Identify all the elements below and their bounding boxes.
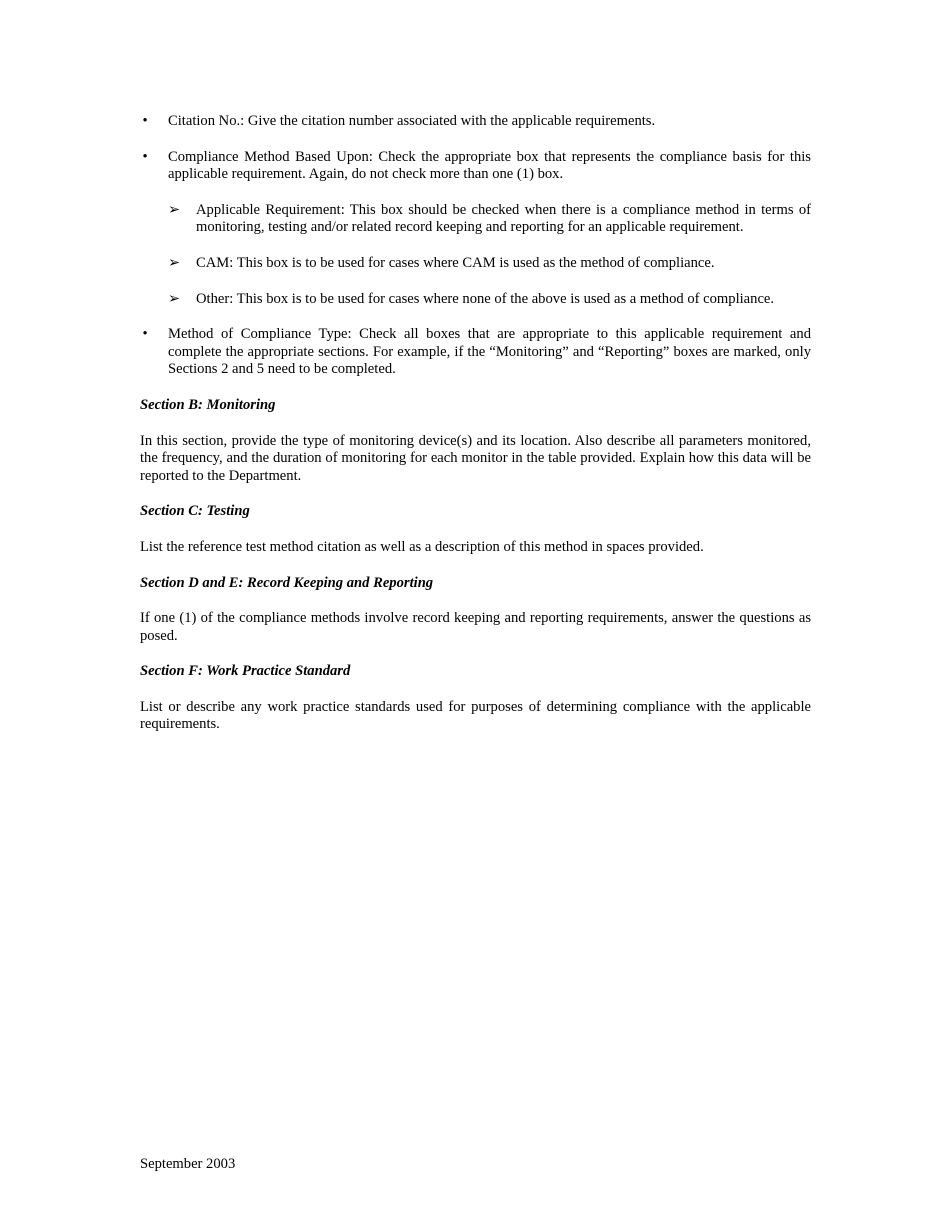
sub-list (140, 202, 811, 308)
bullet-icon: • (142, 326, 148, 343)
list-item (140, 149, 811, 184)
section-heading-testing: Section C: Testing (140, 503, 250, 520)
section-heading-work-practice: Section F: Work Practice Standard (140, 663, 351, 680)
arrow-bullet-icon: ➢ (168, 254, 181, 271)
sub-bullet-cam: CAM: This box is to be used for cases where CAM is used as the method of compliance. (196, 254, 715, 271)
bullet-icon: • (142, 113, 148, 129)
section-body-monitoring: In this section, provide the type of monitoring device(s) and its location. Also describe all parameters monitored, the frequency, and the duration of monitoring for each monitor in the table provided. Explain how this data will be reported to the Department. (140, 432, 811, 484)
bullet-text-citation: Citation No.: Give the citation number associated with the applicable requirements. (168, 113, 656, 129)
arrow-bullet-icon: ➢ (168, 290, 181, 307)
bullet-text-method-type: Method of Compliance Type: Check all boxes that are appropriate to this applicable requirement and complete the appropriate sections. For example, if the “Monitoring” and “Reporting” boxes are marked, only Sections 2 and 5 need to be completed. (168, 326, 811, 378)
list-item (140, 326, 811, 379)
section-heading-record-keeping: Section D and E: Record Keeping and Reporting (140, 574, 434, 591)
list-item (140, 113, 811, 131)
sub-bullet-other: Other: This box is to be used for cases where none of the above is used as a method of compliance. (196, 290, 775, 307)
sub-bullet-applicable-requirement: Applicable Requirement: This box should be checked when there is a compliance method in terms of monitoring, testing and/or related record keeping and reporting for an applicable requirement. (196, 201, 811, 236)
bullet-text-compliance-method: Compliance Method Based Upon: Check the appropriate box that represents the compliance basis for this applicable requirement. Again, do not check more than one (1) box. (168, 148, 811, 183)
sub-list-item (140, 202, 811, 237)
sub-list-item (140, 255, 811, 273)
document-body (140, 113, 811, 752)
sub-list-item (140, 291, 811, 309)
section-heading-monitoring: Section B: Monitoring (140, 396, 276, 413)
bullet-icon: • (142, 148, 148, 165)
section-body-record-keeping: If one (1) of the compliance methods involve record keeping and reporting requirements, answer the questions as posed. (140, 610, 811, 644)
section-body-testing: List the reference test method citation as well as a description of this method in spaces provided. (140, 538, 704, 555)
section-body-work-practice: List or describe any work practice standards used for purposes of determining compliance with the applicable requirements. (140, 698, 811, 733)
footer-date: September 2003 (140, 1156, 236, 1172)
arrow-bullet-icon: ➢ (168, 201, 181, 218)
